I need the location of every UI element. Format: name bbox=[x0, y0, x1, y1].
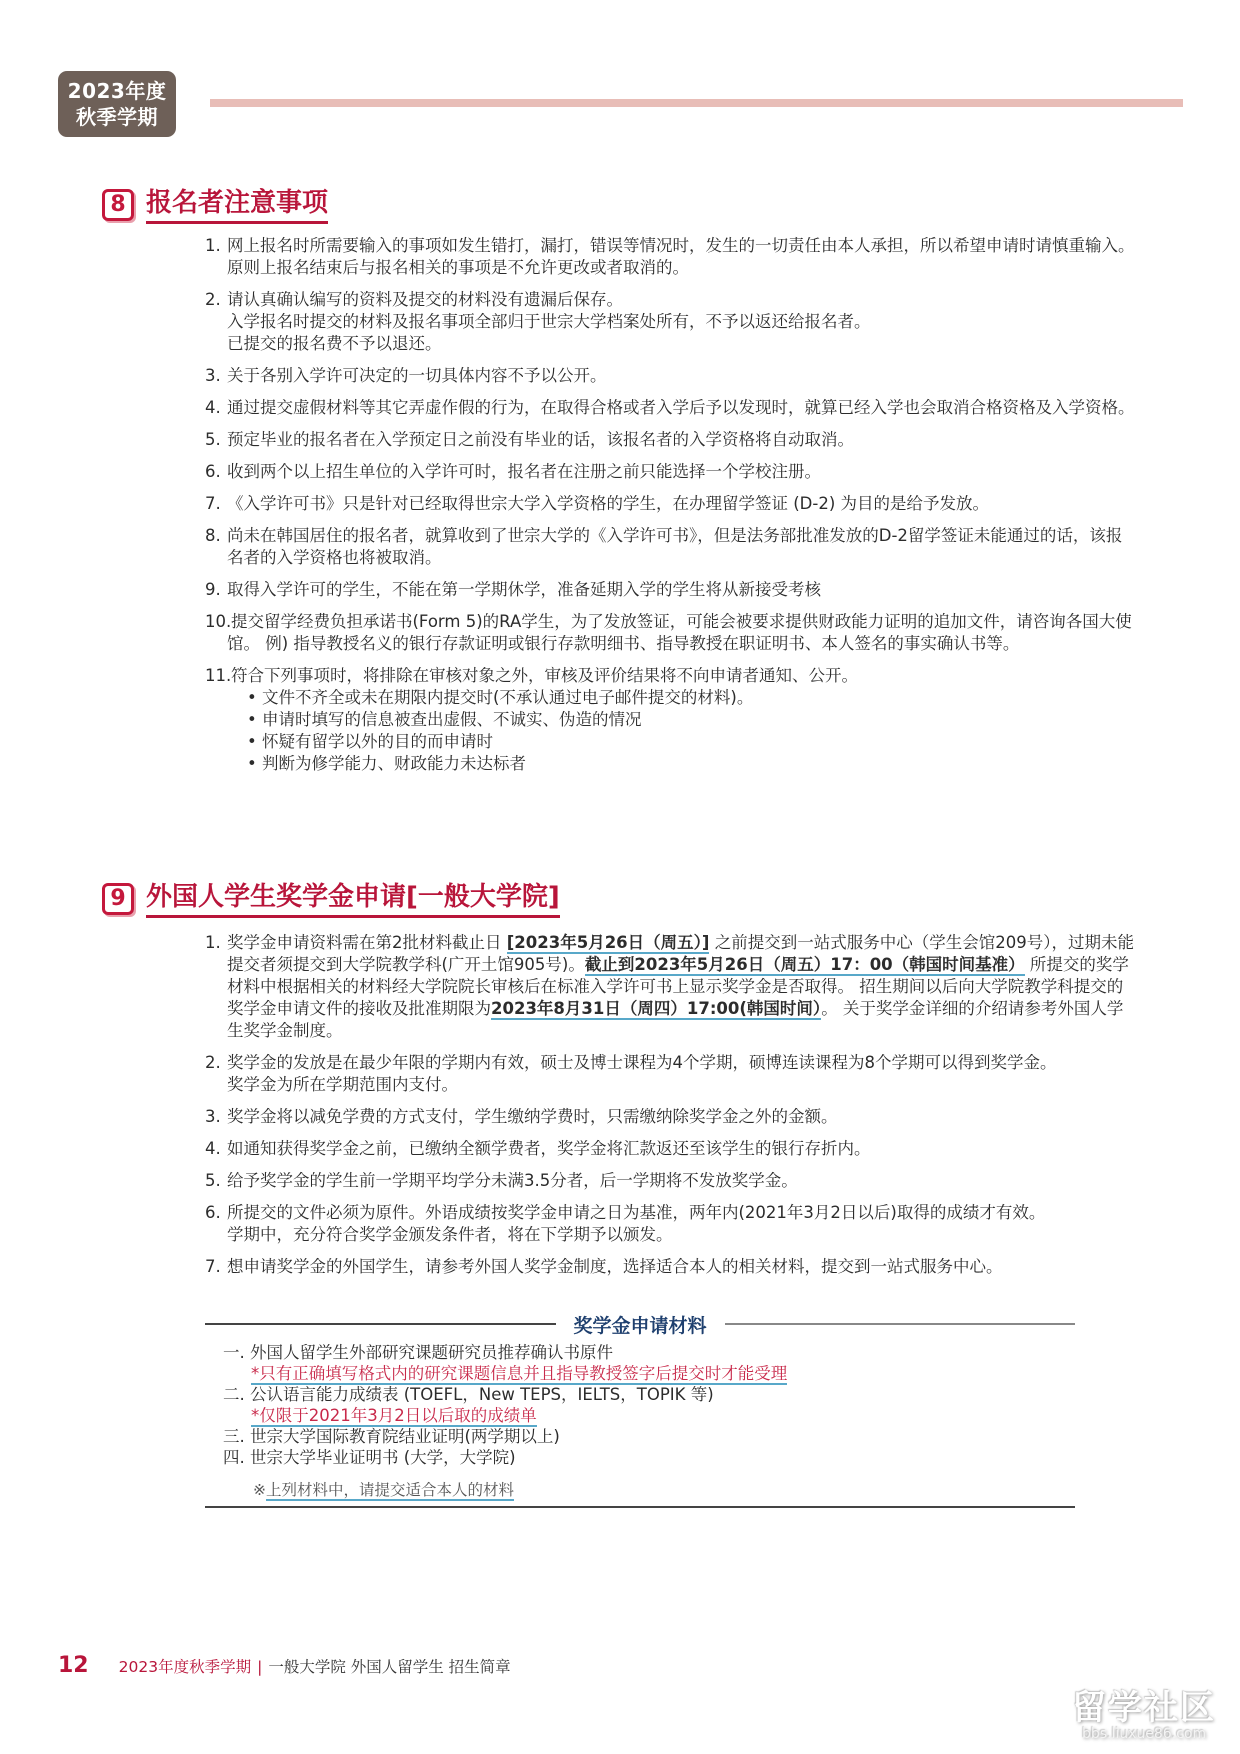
list-item: 10.提交留学经费负担承诺书(Form 5)的RA学生，为了发放签证，可能会被要求提供财政能力证明的追加文件，请咨询各国大使馆。 例) 指导教授名义的银行存款证明或银行存款明细书、指导教授在职证明书、本人签名的事实确认书等。 bbox=[205, 612, 1132, 653]
header-rule bbox=[210, 99, 1183, 107]
list-item: 8. 尚未在韩国居住的报名者，就算收到了世宗大学的《入学许可书》，但是法务部批准发放的D-2留学签证未能通过的话，该报名者的入学资格也将被取消。 bbox=[205, 526, 1123, 567]
materials-footnote: ※上列材料中，请提交适合本人的材料 bbox=[253, 1481, 515, 1499]
materials-header bbox=[205, 1310, 1075, 1338]
list-item: 4. 如通知获得奖学金之前，已缴纳全额学费者，奖学金将汇款返还至该学生的银行存折内。 bbox=[205, 1139, 871, 1158]
material-item: 四. 世宗大学毕业证明书 (大学，大学院) bbox=[223, 1448, 516, 1467]
section-8-heading bbox=[102, 186, 328, 224]
list-item: 9. 取得入学许可的学生，不能在第一学期休学，准备延期入学的学生将从新接受考核 bbox=[205, 580, 821, 599]
section-number-icon: 9 bbox=[102, 883, 134, 915]
list-item: 2. 请认真确认编写的资料及提交的材料没有遗漏后保存。 入学报名时提交的材料及报名事项全部归于世宗大学档案处所有，不予以返还给报名者。 已提交的报名费不予以退还。 bbox=[205, 290, 871, 353]
list-item: 4. 通过提交虚假材料等其它弄虚作假的行为，在取得合格或者入学后予以发现时，就算已经入学也会取消合格资格及入学资格。 bbox=[205, 398, 1135, 417]
bullet-item: • 判断为修学能力、财政能力未达标者 bbox=[247, 754, 526, 773]
materials-title: 奖学金申请材料 bbox=[573, 1314, 707, 1337]
list-item: 6. 所提交的文件必须为原件。外语成绩按奖学金申请之日为基准，两年内(2021年3月2日以后)取得的成绩才有效。 学期中，充分符合奖学金颁发条件者，将在下学期予以颁发。 bbox=[205, 1203, 1046, 1244]
deadline-highlight: 2023年8月31日（周四）17:00(韩国时间） bbox=[491, 999, 822, 1018]
divider bbox=[725, 1323, 1076, 1325]
material-item: 三. 世宗大学国际教育院结业证明(两学期以上) bbox=[223, 1427, 560, 1446]
section-title: 外国人学生奖学金申请[一般大学院] bbox=[146, 880, 560, 918]
deadline-highlight: 截止到2023年5月26日（周五）17：00（韩国时间基准） bbox=[584, 955, 1025, 974]
material-item: 一. 外国人留学生外部研究课题研究员推荐确认书原件 bbox=[223, 1343, 613, 1362]
footer-title: 一般大学院 外国人留学生 招生简章 bbox=[268, 1658, 511, 1676]
term-badge bbox=[58, 71, 176, 137]
bullet-item: • 申请时填写的信息被查出虚假、不诚实、伪造的情况 bbox=[247, 710, 642, 729]
list-item: 11.符合下列事项时，将排除在审核对象之外，审核及评价结果将不向申请者通知、公开。 • 文件不齐全或未在期限内提交时(不承认通过电子邮件提交的材料)。 • 申请时填写的信息被查出虚假、不诚实、伪造的情况 • 怀疑有留学以外的目的而申请时 • 判断为修学能力、财政能力未达标者 bbox=[205, 665, 1135, 775]
watermark-logo: 留学社区 bbs.liuxue86.com bbox=[1072, 1688, 1216, 1742]
list-item: 1. 奖学金申请资料需在第2批材料截止日 [2023年5月26日（周五）] 之前提交到一站式服务中心（学生会馆209号），过期未能提交者须提交到大学院教学科(广开土馆905号)。截止到2023年5月26日（周五）17：00（韩国时间基准） 所提交的奖学材料中根据相关的材料经大学院院长审核后在标准入学许可书上显示奖学金是否取得。 招生期间以后向大学院教学科提交的奖学金申请文件的接收及批准期限为2023年8月31日（周四）17:00(韩国时间）。 关于奖学金详细的介绍请参考外国人学生奖学金制度。 bbox=[205, 933, 1134, 1040]
section-8-list bbox=[205, 235, 1135, 785]
list-item: 6. 收到两个以上招生单位的入学许可时，报名者在注册之前只能选择一个学校注册。 bbox=[205, 462, 821, 481]
materials-list bbox=[205, 1342, 1075, 1508]
section-title: 报名者注意事项 bbox=[146, 186, 328, 224]
footer-term: 2023年度秋季学期 bbox=[118, 1658, 252, 1676]
material-note: *只有正确填写格式内的研究课题信息并且指导教授签字后提交时才能受理 bbox=[251, 1364, 788, 1383]
list-item: 5. 预定毕业的报名者在入学预定日之前没有毕业的话，该报名者的入学资格将自动取消。 bbox=[205, 430, 854, 449]
badge-year: 2023年度 bbox=[67, 79, 167, 103]
page-footer bbox=[58, 1653, 511, 1678]
footer-separator: | bbox=[257, 1658, 263, 1676]
page-number: 12 bbox=[58, 1653, 89, 1678]
deadline-highlight: [2023年5月26日（周五）] bbox=[506, 933, 710, 952]
material-item: 二. 公认语言能力成绩表 (TOEFL，New TEPS，IELTS，TOPIK 等) bbox=[223, 1385, 714, 1404]
scholarship-materials bbox=[205, 1310, 1075, 1508]
badge-semester: 秋季学期 bbox=[76, 105, 158, 129]
list-item: 7. 《入学许可书》只是针对已经取得世宗大学入学资格的学生，在办理留学签证 (D-2) 为目的是给予发放。 bbox=[205, 494, 990, 513]
list-item: 3. 关于各别入学许可决定的一切具体内容不予以公开。 bbox=[205, 366, 607, 385]
divider bbox=[205, 1323, 556, 1325]
list-item: 5. 给予奖学金的学生前一学期平均学分未满3.5分者，后一学期将不发放奖学金。 bbox=[205, 1171, 798, 1190]
list-item: 2. 奖学金的发放是在最少年限的学期内有效，硕士及博士课程为4个学期，硕博连读课程为8个学期可以得到奖学金。 奖学金为所在学期范围内支付。 bbox=[205, 1053, 1057, 1094]
list-item: 3. 奖学金将以减免学费的方式支付，学生缴纳学费时，只需缴纳除奖学金之外的金额。 bbox=[205, 1107, 838, 1126]
bullet-item: • 文件不齐全或未在期限内提交时(不承认通过电子邮件提交的材料)。 bbox=[247, 688, 754, 707]
material-note: *仅限于2021年3月2日以后取的成绩单 bbox=[251, 1406, 537, 1425]
section-number-icon: 8 bbox=[102, 189, 134, 221]
bullet-item: • 怀疑有留学以外的目的而申请时 bbox=[247, 732, 493, 751]
section-9-list bbox=[205, 932, 1135, 1288]
list-item: 1. 网上报名时所需要输入的事项如发生错打，漏打，错误等情况时，发生的一切责任由本人承担，所以希望申请时请慎重输入。原则上报名结束后与报名相关的事项是不允许更改或者取消的。 bbox=[205, 236, 1135, 277]
divider bbox=[205, 1506, 1075, 1508]
list-item: 7. 想申请奖学金的外国学生，请参考外国人奖学金制度，选择适合本人的相关材料，提交到一站式服务中心。 bbox=[205, 1257, 1003, 1276]
section-9-heading bbox=[102, 880, 560, 918]
